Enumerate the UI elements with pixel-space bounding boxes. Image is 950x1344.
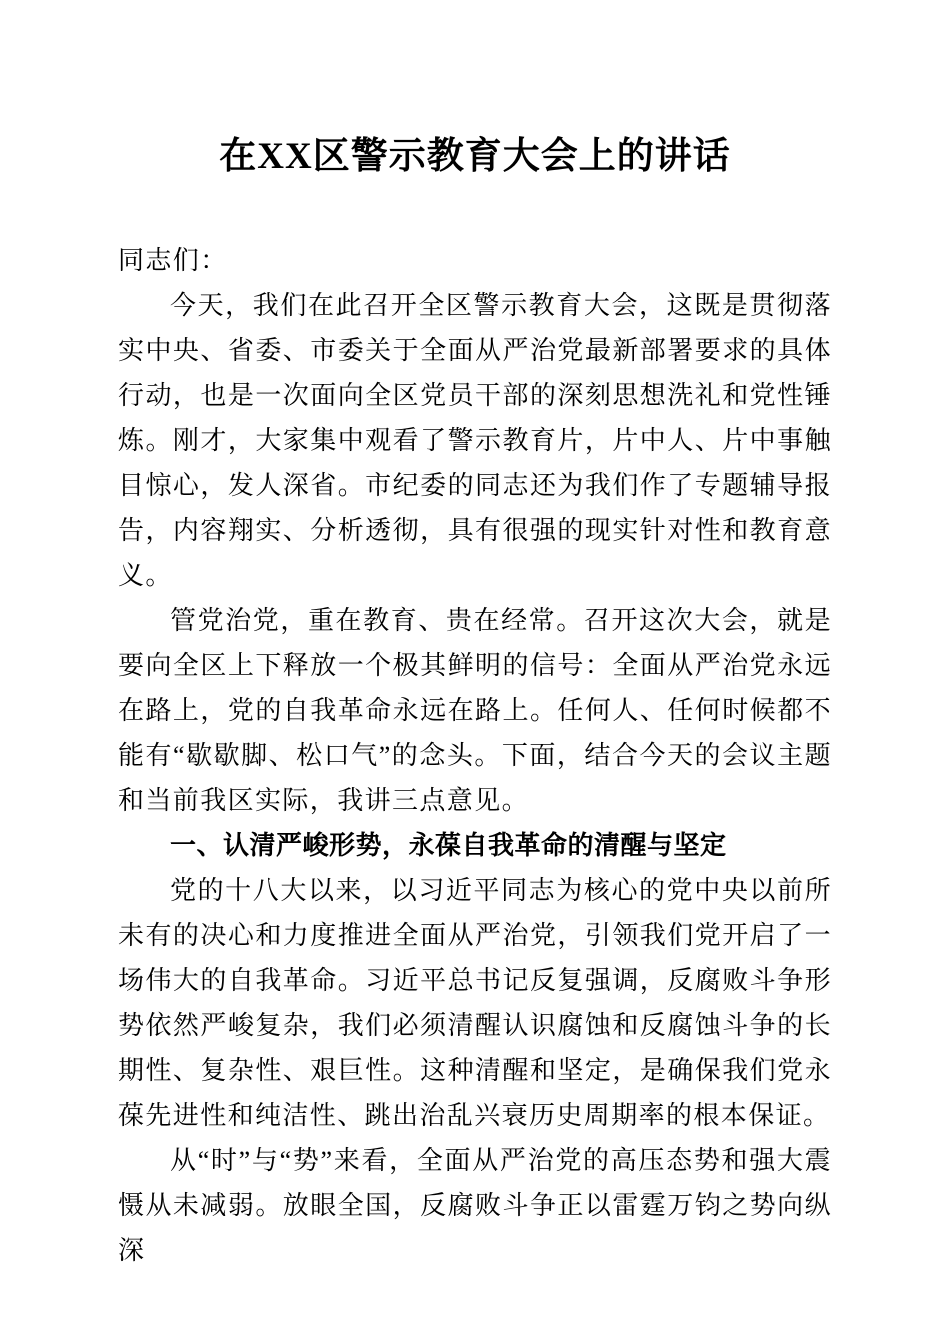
paragraph-1: 今天，我们在此召开全区警示教育大会，这既是贯彻落实中央、省委、市委关于全面从严治党最新部署要求的具体行动，也是一次面向全区党员干部的深刻思想洗礼和党性锤炼。刚才，大家集中观看了警示教育片，片中人、片中事触目惊心，发人深省。市纪委的同志还为我们作了专题辅导报告，内容翔实、分析透彻，具有很强的现实针对性和教育意义。 xyxy=(118,291,832,590)
salutation: 同志们： xyxy=(118,246,228,275)
section-heading-1: 一、认清严峻形势，永葆自我革命的清醒与坚定 xyxy=(170,830,727,860)
paragraph-4-truncated: 从“时”与“势”来看，全面从严治党的高压态势和强大震慑从未减弱。放眼全国，反腐败斗争正以雷霆万钧之势向纵深 xyxy=(118,1146,832,1265)
paragraph-3: 党的十八大以来，以习近平同志为核心的党中央以前所未有的决心和力度推进全面从严治党，引领我们党开启了一场伟大的自我革命。习近平总书记反复强调，反腐败斗争形势依然严峻复杂，我们必须清醒认识腐蚀和反腐蚀斗争的长期性、复杂性、艰巨性。这种清醒和坚定，是确保我们党永葆先进性和纯洁性、跳出治乱兴衰历史周期率的根本保证。 xyxy=(118,876,832,1130)
paragraph-2: 管党治党，重在教育、贵在经常。召开这次大会，就是要向全区上下释放一个极其鲜明的信号：全面从严治党永远在路上，党的自我革命永远在路上。任何人、任何时候都不能有“歇歇脚、松口气”的念头。下面，结合今天的会议主题和当前我区实际，我讲三点意见。 xyxy=(118,606,832,815)
document-body xyxy=(118,238,832,1273)
document-title: 在XX区警示教育大会上的讲话 xyxy=(219,136,731,177)
